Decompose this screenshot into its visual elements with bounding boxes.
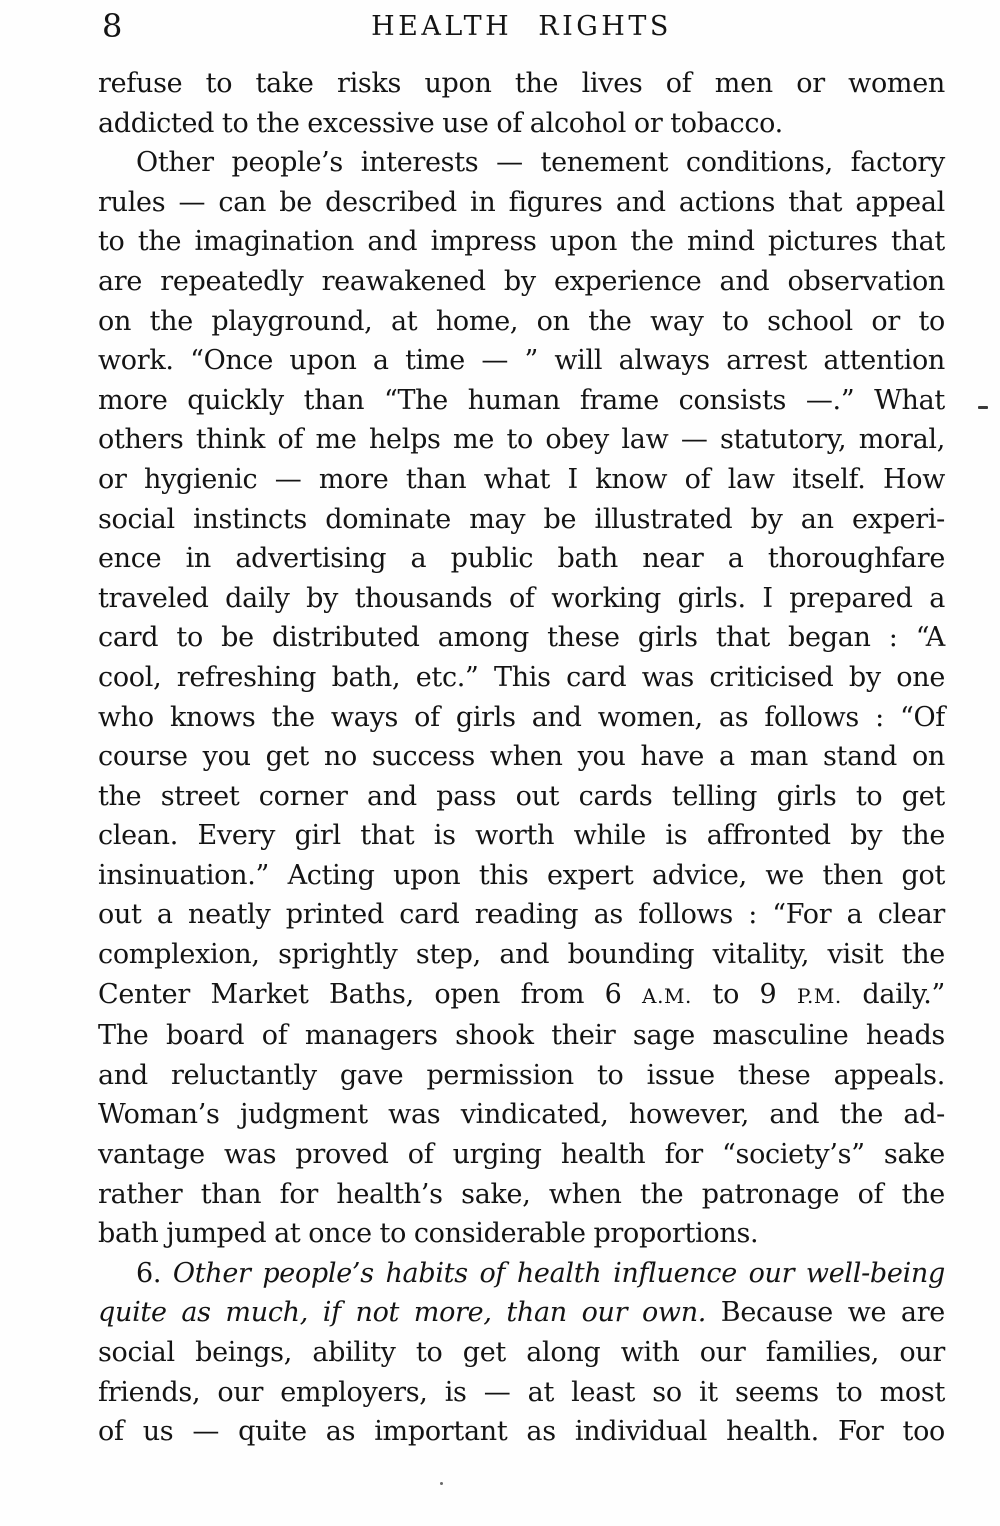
page-number: 8 (102, 7, 123, 45)
text-segment-roman: social instincts dominate may be illustrated by an experi- (98, 503, 945, 535)
text-line (98, 816, 945, 856)
text-line (98, 1135, 945, 1175)
text-line (98, 341, 945, 381)
text-segment-roman: Other people’s interests — tenement conditions, factory (136, 147, 945, 179)
scan-artifact-dot (440, 1482, 443, 1485)
text-segment-smallcaps: P.M. (796, 983, 842, 1008)
text-line (98, 183, 945, 223)
text-line (98, 500, 945, 540)
text-segment-roman: clean. Every girl that is worth while is affronted by the (98, 820, 945, 852)
text-segment-roman: course you get no success when you have a man stand on (98, 741, 945, 773)
text-line (98, 1095, 945, 1135)
text-segment-smallcaps: A.M. (642, 983, 693, 1008)
text-line (98, 222, 945, 262)
running-title: HEALTH RIGHTS (371, 11, 672, 42)
text-segment-roman: others think of me helps me to obey law — statutory, moral, (98, 424, 945, 456)
text-segment-italic: Other people’s habits of health influence our well-being (172, 1257, 945, 1289)
text-segment-roman: insinuation.” Acting upon this expert advice, we then got (98, 859, 945, 891)
text-line (98, 1254, 945, 1294)
text-line (98, 420, 945, 460)
text-line (98, 1214, 945, 1254)
text-segment-roman: ence in advertising a public bath near a thoroughfare (98, 543, 945, 575)
text-segment-roman: traveled daily by thousands of working girls. I prepared a (98, 582, 945, 614)
text-line (98, 1175, 945, 1215)
text-line (98, 1412, 945, 1452)
text-line (98, 302, 945, 342)
text-line (98, 935, 945, 975)
text-segment-roman: or hygienic — more than what I know of law itself. How (98, 463, 945, 495)
text-line (98, 381, 945, 421)
text-segment-roman: daily.” (841, 978, 946, 1010)
text-segment-roman: to 9 (692, 978, 797, 1010)
text-line (98, 539, 945, 579)
text-segment-roman: cool, refreshing bath, etc.” This card was criticised by one (98, 661, 945, 693)
text-segment-roman: Woman’s judgment was vindicated, however, and the ad- (98, 1099, 945, 1131)
text-line (98, 618, 945, 658)
text-segment-roman: on the playground, at home, on the way to school or to (98, 305, 945, 337)
text-segment-roman: and reluctantly gave permission to issue these appeals. (98, 1059, 945, 1091)
text-segment-roman: who knows the ways of girls and women, as follows : “Of (98, 701, 945, 733)
text-segment-roman: bath jumped at once to considerable proportions. (98, 1218, 759, 1250)
text-segment-roman: are repeatedly reawakened by experience and observation (98, 265, 945, 297)
text-segment-roman: friends, our employers, is — at least so it seems to most (98, 1376, 945, 1408)
text-line (98, 856, 945, 896)
text-segment-roman: social beings, ability to get along with our families, our (98, 1337, 945, 1368)
text-segment-roman: rather than for health’s sake, when the patronage of the (98, 1178, 945, 1210)
text-segment-roman: the street corner and pass out cards telling girls to get (98, 780, 945, 812)
text-line (98, 460, 945, 500)
text-line (98, 737, 945, 777)
paragraph-3 (98, 1254, 945, 1452)
text-line (98, 975, 945, 1017)
text-line (98, 1333, 945, 1373)
text-segment-roman: addicted to the excessive use of alcohol or tobacco. (98, 107, 783, 139)
text-segment-roman: 6. (136, 1257, 173, 1289)
text-line (98, 1016, 945, 1056)
text-segment-roman: rules — can be described in figures and actions that appeal (98, 186, 945, 218)
text-line (98, 658, 945, 698)
text-segment-roman: to the imagination and impress upon the mind pictures that (98, 226, 945, 258)
text-line (98, 777, 945, 817)
text-line (98, 64, 945, 104)
scan-artifact-dash (978, 406, 988, 409)
text-line (98, 579, 945, 619)
text-line (98, 104, 945, 144)
text-line (98, 1373, 945, 1413)
text-line (98, 1293, 945, 1333)
text-segment-roman: Because we are (706, 1297, 945, 1329)
text-line (98, 895, 945, 935)
text-segment-roman: vantage was proved of urging health for “society’s” sake (98, 1139, 945, 1171)
text-segment-italic: quite as much, if not more, than our own. (98, 1297, 707, 1329)
text-line (98, 698, 945, 738)
text-segment-roman: The board of managers shook their sage masculine heads (98, 1020, 945, 1052)
text-segment-roman: complexion, sprightly step, and bounding vitality, visit the (98, 939, 945, 971)
text-segment-roman: out a neatly printed card reading as follows : “For a clear (98, 899, 945, 931)
text-line (98, 262, 945, 302)
text-line (98, 1056, 945, 1096)
body-text (98, 64, 945, 1452)
page-header (98, 6, 945, 50)
paragraph-1 (98, 64, 945, 143)
text-segment-roman: work. “Once upon a time — ” will always arrest attention (98, 345, 945, 377)
text-segment-roman: Center Market Baths, open from 6 (98, 978, 643, 1010)
text-segment-roman: refuse to take risks upon the lives of men or women (98, 68, 945, 99)
text-segment-roman: more quickly than “The human frame consists —.” What (98, 384, 945, 416)
paragraph-2 (98, 143, 945, 1254)
text-segment-roman: of us — quite as important as individual health. For too (98, 1416, 945, 1448)
text-segment-roman: card to be distributed among these girls that began : “A (98, 622, 945, 654)
text-line (98, 143, 945, 183)
